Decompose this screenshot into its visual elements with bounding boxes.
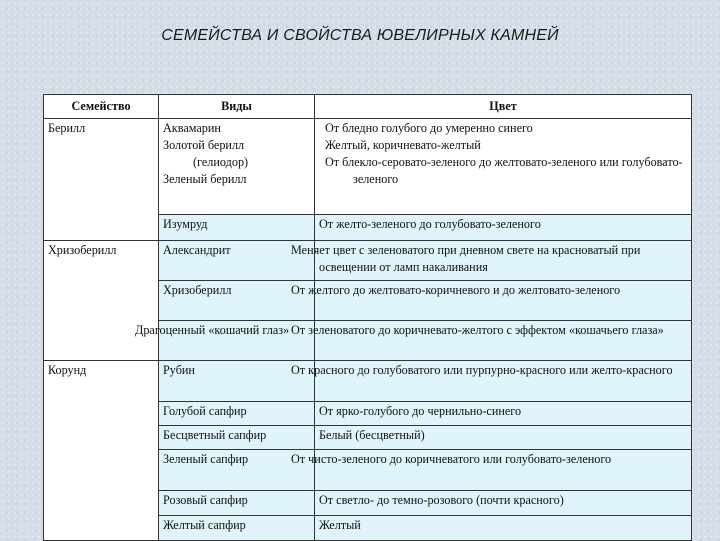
color-cell: От желтого до желтовато-коричневого и до желтовато-зеленого <box>315 281 692 321</box>
color-cell: От зеленоватого до коричневато-желтого с эффектом «кошачьего глаза» <box>315 321 692 361</box>
species-line: Зеленый берилл <box>163 172 247 186</box>
species-cell: Александрит <box>159 241 315 281</box>
color-cell <box>315 119 692 215</box>
color-line: Желтый, коричневато-желтый <box>325 138 481 152</box>
species-line: Золотой берилл <box>163 138 245 152</box>
color-line: От бледно голубого до умеренно синего <box>325 121 533 135</box>
species-cell: Хризоберилл <box>159 281 315 321</box>
species-cell: Голубой сапфир <box>159 402 315 426</box>
column-header-color: Цвет <box>315 95 692 119</box>
table-row <box>44 361 692 402</box>
species-cell: Зеленый сапфир <box>159 450 315 491</box>
color-cell: Желтый <box>315 516 692 541</box>
color-cell: Меняет цвет с зеленоватого при дневном свете на красноватый при освещении от ламп накаливания <box>315 241 692 281</box>
table-row <box>44 241 692 281</box>
family-cell: Хризоберилл <box>44 241 159 361</box>
species-cell: Рубин <box>159 361 315 402</box>
species-cell: Желтый сапфир <box>159 516 315 541</box>
color-cell: Белый (бесцветный) <box>315 426 692 450</box>
page-title: СЕМЕЙСТВА И СВОЙСТВА ЮВЕЛИРНЫХ КАМНЕЙ <box>161 27 559 44</box>
color-cell: От красного до голубоватого или пурпурно-красного или желто-красного <box>315 361 692 402</box>
color-cell: От чисто-зеленого до коричневатого или голубовато-зеленого <box>315 450 692 491</box>
color-line: От блекло-серовато-зеленого до желтовато-зеленого или голубовато-зеленого <box>325 155 683 186</box>
color-cell: От светло- до темно-розового (почти красного) <box>315 491 692 516</box>
species-cell: Драгоценный «кошачий глаз» <box>159 321 315 361</box>
gem-families-table <box>43 94 692 541</box>
species-line: (гелиодор) <box>193 155 249 169</box>
column-header-family: Семейство <box>44 95 159 119</box>
color-cell: От желто-зеленого до голубовато-зеленого <box>315 215 692 241</box>
column-header-species: Виды <box>159 95 315 119</box>
species-cell: Изумруд <box>159 215 315 241</box>
table-header-row <box>44 95 692 119</box>
species-line: Аквамарин <box>163 121 221 135</box>
family-cell: Корунд <box>44 361 159 541</box>
species-cell: Бесцветный сапфир <box>159 426 315 450</box>
species-cell <box>159 119 315 215</box>
table-row <box>44 119 692 215</box>
family-cell: Берилл <box>44 119 159 241</box>
color-cell: От ярко-голубого до чернильно-синего <box>315 402 692 426</box>
species-cell: Розовый сапфир <box>159 491 315 516</box>
